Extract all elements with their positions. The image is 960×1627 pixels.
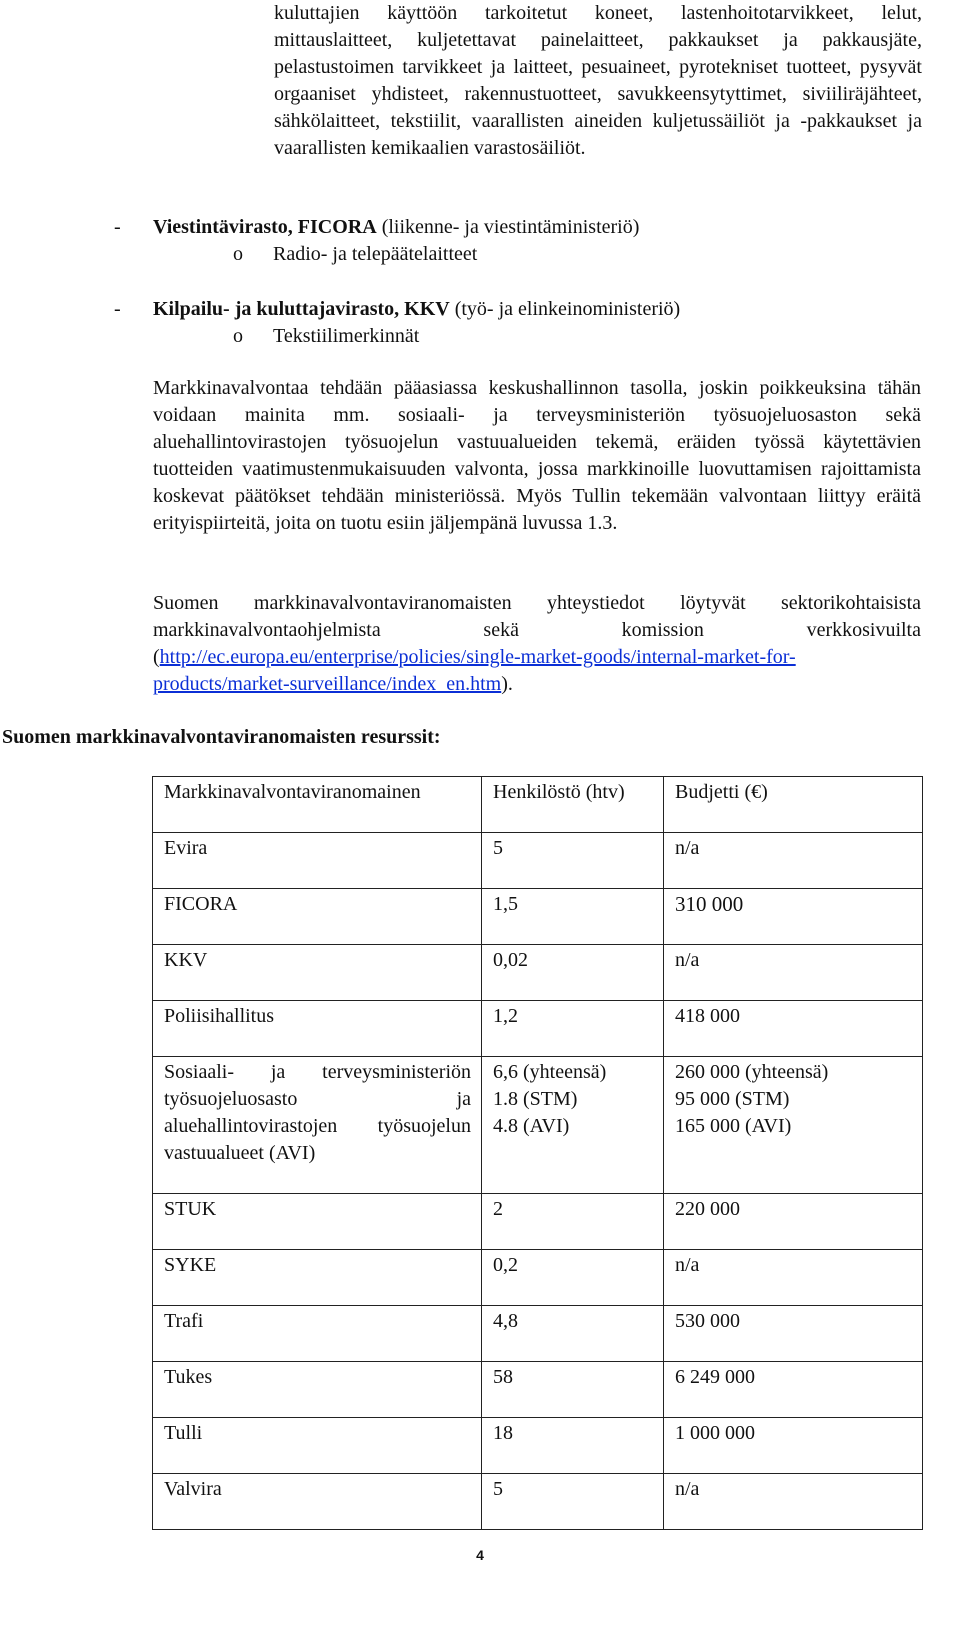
bullet-dash: - <box>114 216 121 238</box>
sub-bullet-marker: o <box>233 243 243 265</box>
sub-item: Radio- ja telepäätelaitteet <box>273 243 478 265</box>
ministry: (työ- ja elinkeinoministeriö) <box>449 298 681 320</box>
resources-table <box>152 776 923 1530</box>
table-row: Trafi 4,8 530 000 <box>153 1306 923 1362</box>
sub-item: Tekstiilimerkinnät <box>273 325 420 347</box>
table-row: KKV 0,02 n/a <box>153 945 923 1001</box>
header-staff: Henkilöstö (htv) <box>482 777 664 833</box>
paragraph-market-surveillance: Markkinavalvontaa tehdään pääasiassa keskushallinnon tasolla, joskin poikkeuksina tähän voidaan mainita mm. sosiaali- ja terveysministeriön työsuojeluosaston sekä aluehallintovirastojen työsuojelun vastuualueiden tekemä, eräiden työssä käytettävien tuotteiden vaatimustenmukaisuuden valvonta, jossa markkinoille luovuttamisen rajoittamista koskevat päätökset tehdään ministeriössä. Myös Tullin tekemään valvontaan liittyy eräitä erityispiirteitä, joita on tuotu esiin jäljempänä luvussa 1.3. <box>153 377 921 534</box>
table-header-row <box>153 777 923 833</box>
table-row: Evira 5 n/a <box>153 833 923 889</box>
bullet-dash: - <box>114 298 121 320</box>
authority-name: Kilpailu- ja kuluttajavirasto, KKV <box>153 298 450 320</box>
authority-name: Viestintävirasto, FICORA <box>153 216 377 238</box>
table-row: Sosiaali- ja terveysministeriön työsuojeluosasto ja aluehallintovirastojen työsuojelun vastuualueet (AVI) 6,6 (yhteensä) 1.8 (STM) 4.8 (AVI) 260 000 (yhteensä) 95 000 (STM) 165 000 (AVI) <box>153 1057 923 1194</box>
table-row: Valvira 5 n/a <box>153 1474 923 1530</box>
sub-bullet-marker: o <box>233 325 243 347</box>
ministry: (liikenne- ja viestintäministeriö) <box>376 216 640 238</box>
intro-paragraph: kuluttajien käyttöön tarkoitetut koneet, lastenhoitotarvikkeet, lelut, mittauslaitteet, kuljetettavat painelaitteet, pakkaukset ja pakkausjäte, pelastustoimen tarvikkeet ja laitteet, pesuaineet, pyrotekniset tuotteet, pysyvät orgaaniset yhdisteet, rakennustuotteet, savukkeensytyttimet, siviiliräjähteet, sähkölaitteet, tekstiilit, vaarallisten aineiden kuljetussäiliöt ja -pakkaukset ja vaarallisten kemikaalien varastosäiliöt. <box>274 2 922 159</box>
table-row: Tulli 18 1 000 000 <box>153 1418 923 1474</box>
section-heading: Suomen markkinavalvontaviranomaisten resurssit: <box>2 726 441 748</box>
table-row: STUK 2 220 000 <box>153 1194 923 1250</box>
table-row: Tukes 58 6 249 000 <box>153 1362 923 1418</box>
contact-text-end: ). <box>501 673 513 695</box>
header-budget: Budjetti (€) <box>664 777 923 833</box>
commission-link[interactable]: http://ec.europa.eu/enterprise/policies/single-market-goods/internal-market-for-products/market-surveillance/index_en.htm <box>153 646 796 695</box>
table-row: FICORA 1,5 310 000 <box>153 889 923 945</box>
header-authority: Markkinavalvontaviranomainen <box>153 777 482 833</box>
contact-text: Suomen markkinavalvontaviranomaisten yhteystiedot löytyvät sektorikohtaisista markkinavalvontaohjelmista sekä komission verkkosivuilta ( <box>153 592 921 668</box>
page-number: 4 <box>476 1547 484 1563</box>
table-row: Poliisihallitus 1,2 418 000 <box>153 1001 923 1057</box>
paragraph-contact-info <box>153 590 921 698</box>
table-row: SYKE 0,2 n/a <box>153 1250 923 1306</box>
